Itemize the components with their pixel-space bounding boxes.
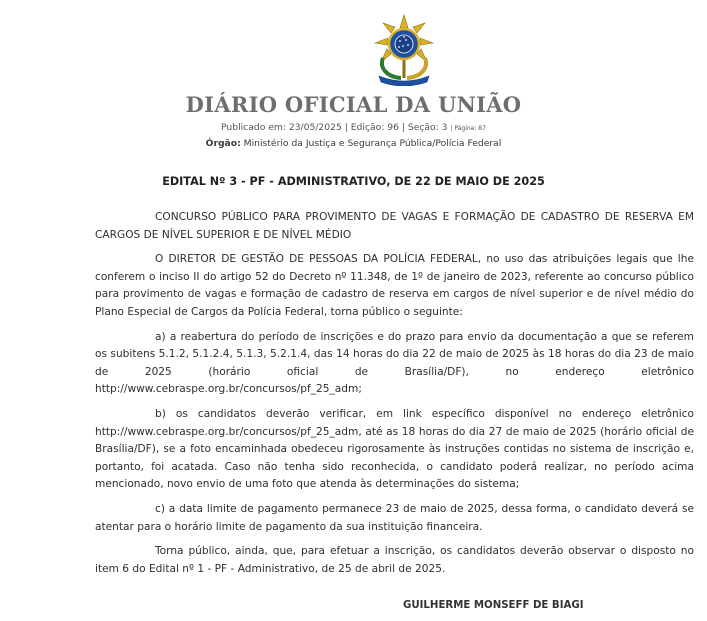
paragraph-item-c: c) a data limite de pagamento permanece 23 de maio de 2025, dessa forma, o candidato deverá se atentar para o horário limite de pagamento da sua instituição financeira. <box>95 502 694 533</box>
document-body <box>95 209 694 585</box>
signature: GUILHERME MONSEFF DE BIAGI <box>403 600 584 611</box>
edital-title: EDITAL Nº 3 - PF - ADMINISTRATIVO, DE 22 DE MAIO DE 2025 <box>162 175 545 188</box>
paragraph-item-a: a) a reabertura do período de inscrições e do prazo para envio da documentação a que se referem os subitens 5.1.2, 5.1.2.4, 5.1.3, 5.2.1.4, das 14 horas do dia 22 de maio de 2025 às 18 horas do dia 23 de maio de 2025 (horário oficial de Brasília/DF), no endereço eletrônico http://www.cebraspe.org.br/concursos/pf_25_adm; <box>95 330 694 396</box>
paragraph-heading: CONCURSO PÚBLICO PARA PROVIMENTO DE VAGAS E FORMAÇÃO DE CADASTRO DE RESERVA EM CARGOS DE NÍVEL SUPERIOR E DE NÍVEL MÉDIO <box>95 211 694 241</box>
orgao-value: Ministério da Justiça e Segurança Pública/Polícia Federal <box>243 138 502 149</box>
orgao-label: Órgão: <box>205 138 241 149</box>
published-label: Publicado em: 23/05/2025 | Edição: 96 | Seção: 3 <box>221 122 448 133</box>
paragraph-intro: O DIRETOR DE GESTÃO DE PESSOAS DA POLÍCIA FEDERAL, no uso das atribuições legais que lhe conferem o inciso II do artigo 52 do Decreto nº 11.348, de 1º de janeiro de 2023, referente ao concurso público para provimento de vagas e formação de cadastro de reserva em cargos de nível superior e de nível médio do Plano Especial de Cargos da Polícia Federal, torna público o seguinte: <box>95 253 694 318</box>
paragraph-item-b: b) os candidatos deverão verificar, em link específico disponível no endereço eletrônico http://www.cebraspe.org.br/concursos/pf_25_adm, até as 18 horas do dia 27 de maio de 2025 (horário oficial de Brasília/DF), se a foto encaminhada obedeceu rigorosamente às instruções contidas no sistema de inscrição e, portanto, foi acatada. Caso não tenha sido reconhecida, o candidato poderá realizar, no período acima mencionado, novo envio de uma foto que atenda às determinações do sistema; <box>95 407 694 491</box>
page-title: DIÁRIO OFICIAL DA UNIÃO <box>185 92 522 117</box>
paragraph-closing: Torna público, ainda, que, para efetuar a inscrição, os candidatos deverão observar o disposto no item 6 do Edital nº 1 - PF - Administrativo, de 25 de abril de 2025. <box>95 545 694 575</box>
page-number: | Página: 87 <box>450 125 486 132</box>
orgao-line <box>0 138 707 149</box>
brasil-coat-of-arms-icon <box>373 14 435 86</box>
publication-info <box>0 122 707 133</box>
